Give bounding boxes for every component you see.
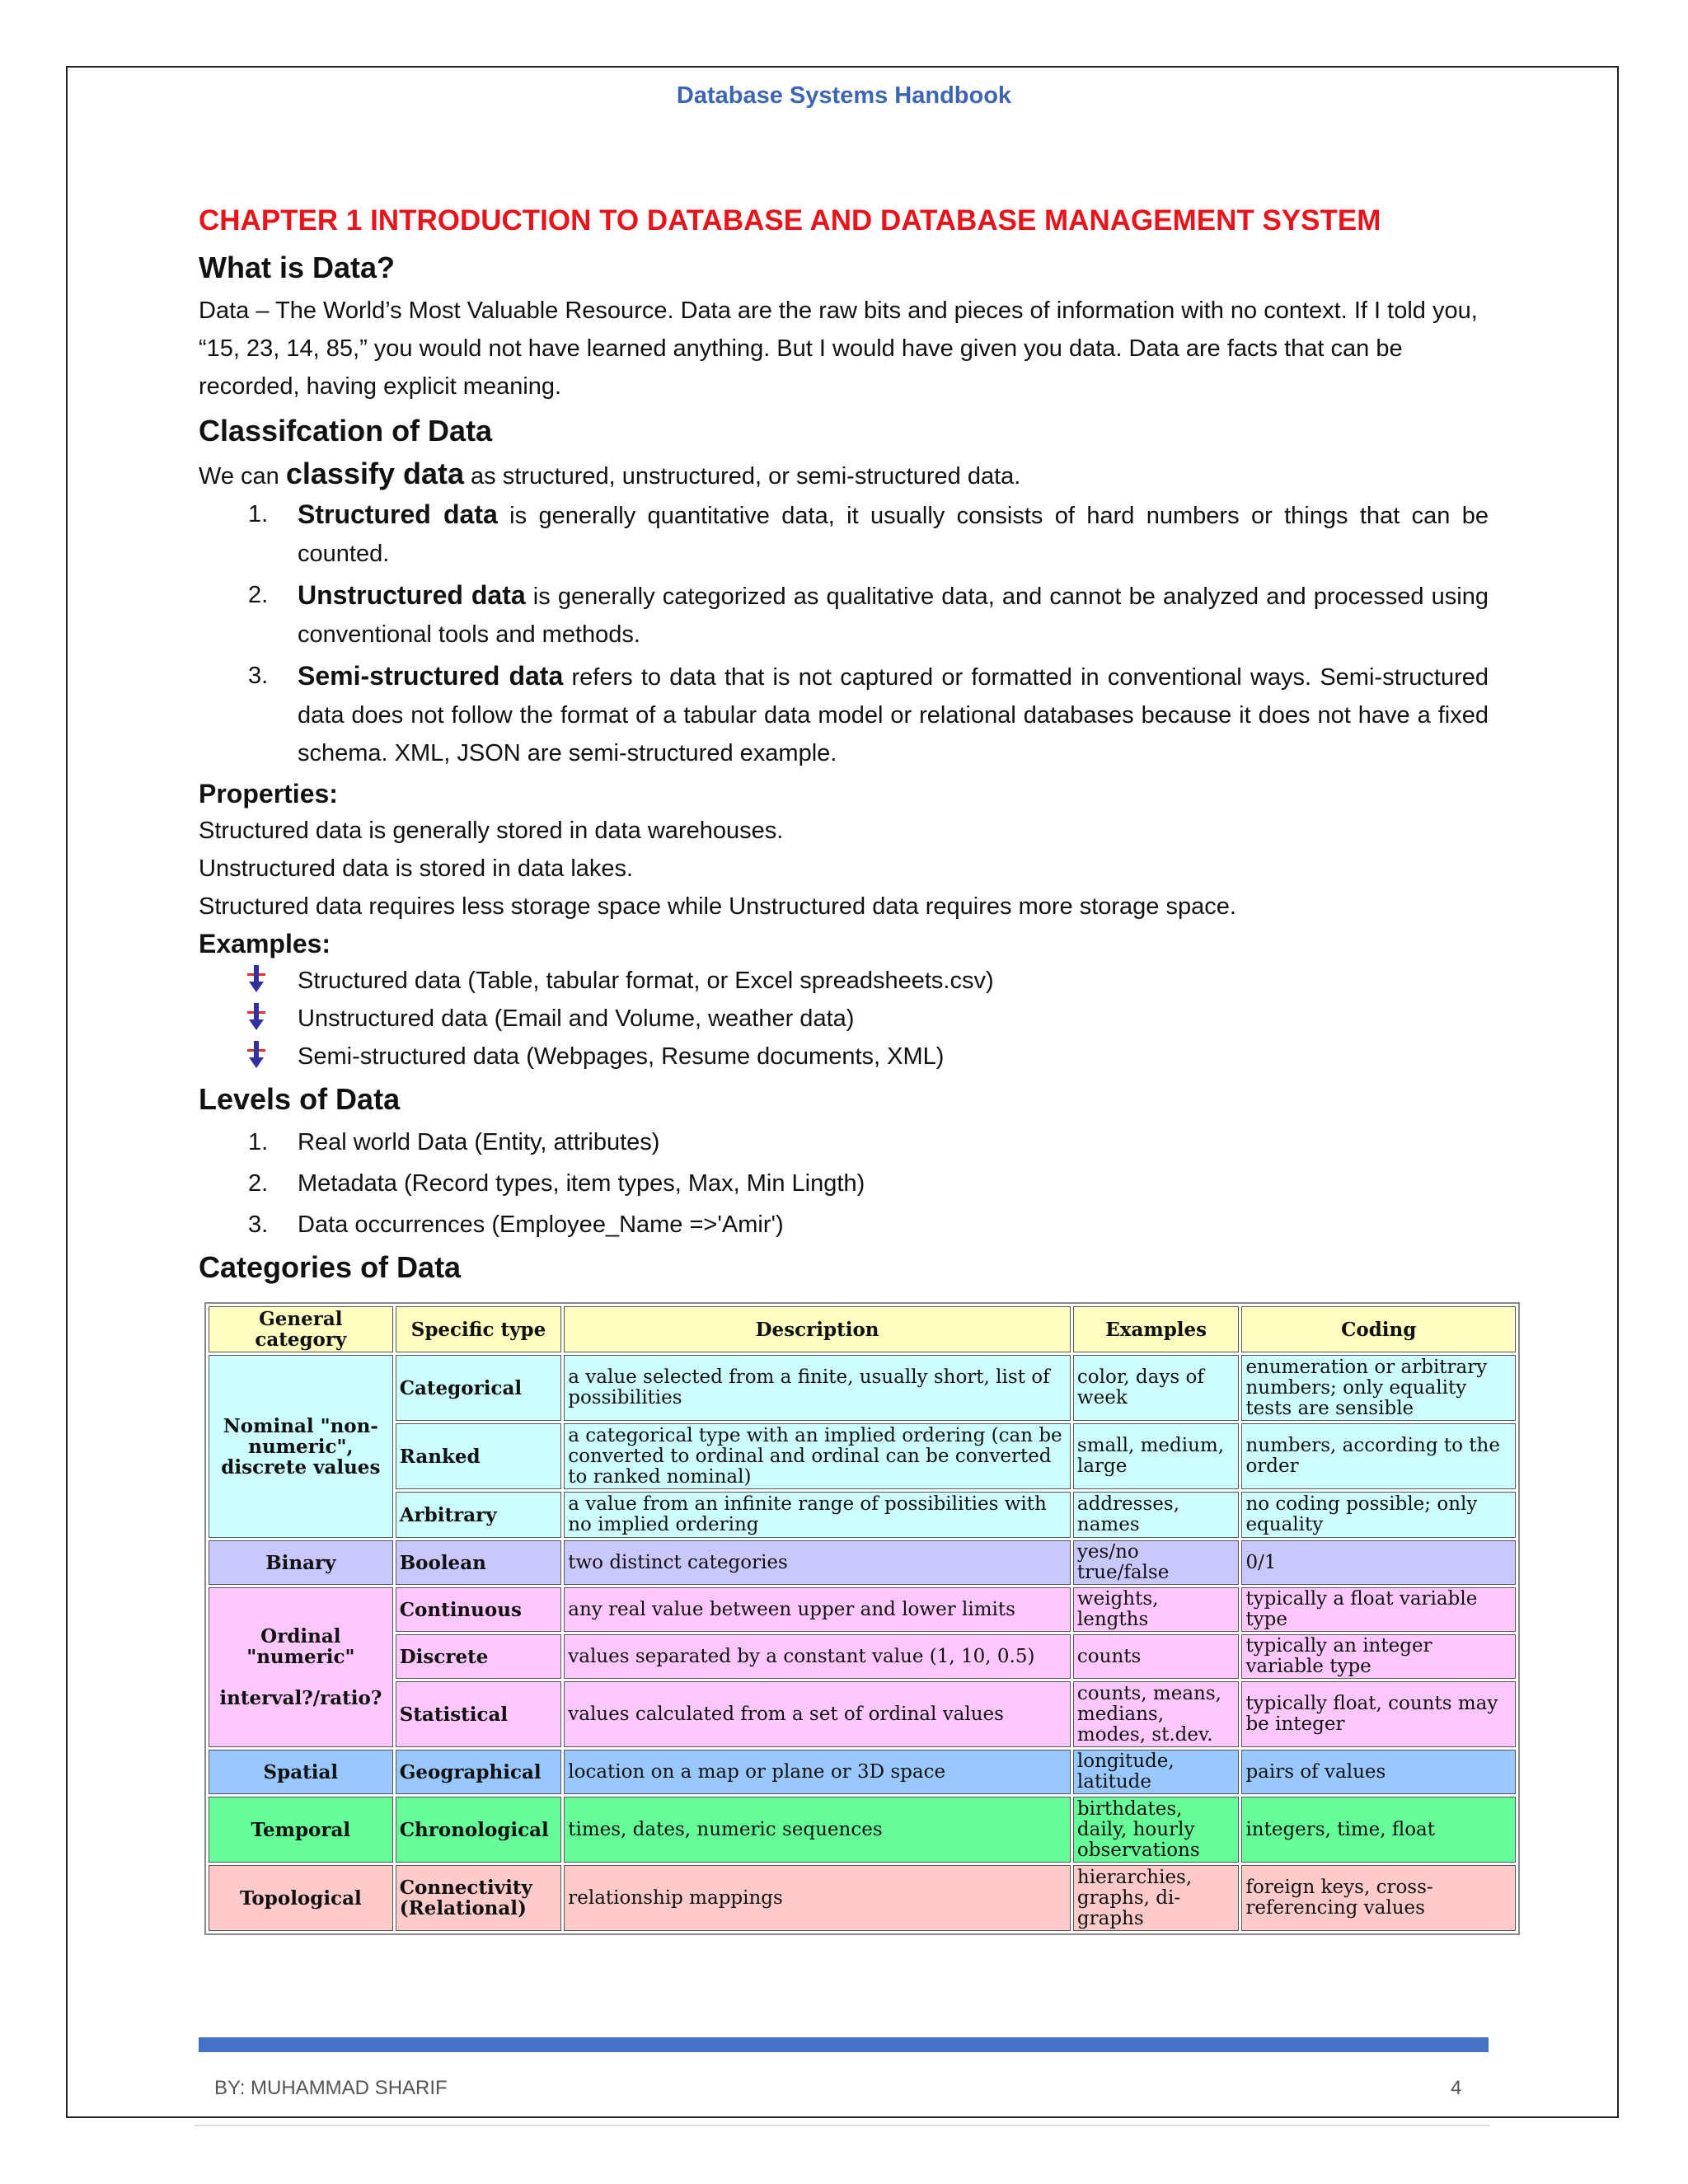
examples-cell: small, medium, large — [1073, 1423, 1240, 1489]
levels-heading: Levels of Data — [199, 1082, 401, 1116]
table-row — [209, 1865, 1516, 1931]
general-category-cell: Binary — [209, 1540, 393, 1585]
levels-list — [199, 1123, 1489, 1244]
coding-cell: 0/1 — [1241, 1540, 1516, 1585]
list-item — [199, 962, 1489, 1000]
table-row — [209, 1681, 1516, 1747]
footer-author: BY: MUHAMMAD SHARIF — [214, 2077, 448, 2099]
list-number: 2. — [248, 582, 269, 608]
categories-heading: Categories of Data — [199, 1250, 462, 1284]
description-cell: a value selected from a finite, usually short, list of possibilities — [564, 1355, 1071, 1421]
down-arrow-bullet-icon — [246, 1041, 266, 1069]
examples-cell: addresses, names — [1073, 1492, 1240, 1538]
table-row — [209, 1540, 1516, 1585]
general-category-cell: Spatial — [209, 1750, 393, 1794]
what-is-data-heading: What is Data? — [199, 251, 396, 284]
list-number: 2. — [248, 1170, 269, 1197]
example-text: Structured data (Table, tabular format, or Excel spreadsheets.csv) — [298, 968, 994, 994]
description-cell: values calculated from a set of ordinal values — [564, 1681, 1071, 1747]
list-item — [199, 1123, 1489, 1161]
table-row — [209, 1492, 1516, 1538]
list-text: is generally categorized as qualitative data, and cannot be analyzed and processed using conventional tools and methods. — [298, 583, 1489, 648]
list-item — [199, 576, 1489, 654]
properties-line: Structured data requires less storage space while Unstructured data requires more storage space. — [199, 893, 1236, 920]
specific-type-cell: Chronological — [396, 1797, 562, 1863]
list-term: Structured data — [298, 499, 498, 529]
classification-list — [199, 495, 1489, 772]
description-cell: times, dates, numeric sequences — [564, 1797, 1071, 1863]
examples-cell: counts, means, medians, modes, st.dev. — [1073, 1681, 1240, 1747]
list-item — [199, 1000, 1489, 1038]
examples-list — [199, 962, 1489, 1076]
specific-type-cell: Continuous — [396, 1587, 562, 1632]
column-header: Coding — [1241, 1306, 1516, 1352]
table-row — [209, 1355, 1516, 1421]
examples-cell: hierarchies, graphs, di-graphs — [1073, 1865, 1240, 1931]
what-is-data-text: Data – The World’s Most Valuable Resource. Data are the raw bits and pieces of information with no context. If I told you, “15, 23, 14, 85,” you would not have learned anything. But I would have given you data. Data are facts that can be recorded, having explicit meaning. — [199, 298, 1478, 400]
table-row — [209, 1423, 1516, 1489]
list-text: refers to data that is not captured or formatted in conventional ways. Semi-structured data does not follow the format of a tabular data model or relational databases because it does not have a fixed schema. XML, JSON are semi-structured example. — [298, 664, 1489, 766]
specific-type-cell: Boolean — [396, 1540, 562, 1585]
coding-cell: typically a float variable type — [1241, 1587, 1516, 1632]
ordinal-label: Ordinal "numeric" — [246, 1625, 355, 1668]
down-arrow-bullet-icon — [246, 965, 266, 993]
examples-cell: counts — [1073, 1634, 1240, 1679]
column-header: Specific type — [396, 1306, 562, 1352]
properties-heading: Properties: — [199, 779, 338, 808]
description-cell: two distinct categories — [564, 1540, 1071, 1585]
specific-type-cell: Ranked — [396, 1423, 562, 1489]
properties-line: Structured data is generally stored in data warehouses. — [199, 818, 784, 844]
classification-intro-after: as structured, unstructured, or semi-structured data. — [463, 463, 1021, 490]
coding-cell: foreign keys, cross-referencing values — [1241, 1865, 1516, 1931]
description-cell: any real value between upper and lower limits — [564, 1587, 1071, 1632]
specific-type-cell: Connectivity (Relational) — [396, 1865, 562, 1931]
ordinal-sublabel: interval?/ratio? — [219, 1687, 382, 1709]
example-text: Semi-structured data (Webpages, Resume documents, XML) — [298, 1043, 945, 1070]
column-header: General category — [209, 1306, 393, 1352]
example-text: Unstructured data (Email and Volume, weather data) — [298, 1005, 855, 1032]
list-item — [199, 657, 1489, 772]
page-number: 4 — [1451, 2077, 1462, 2099]
coding-cell: numbers, according to the order — [1241, 1423, 1516, 1489]
list-term: Unstructured data — [298, 580, 526, 610]
list-number: 1. — [248, 501, 269, 527]
coding-cell: no coding possible; only equality — [1241, 1492, 1516, 1538]
table-row — [209, 1797, 1516, 1863]
examples-heading: Examples: — [199, 929, 331, 958]
general-category-cell: Nominal "non-numeric", discrete values — [209, 1355, 393, 1538]
examples-cell: weights, lengths — [1073, 1587, 1240, 1632]
general-category-cell: Topological — [209, 1865, 393, 1931]
table-row — [209, 1634, 1516, 1679]
description-cell: a categorical type with an implied ordering (can be converted to ordinal and ordinal can be converted to ranked nominal) — [564, 1423, 1071, 1489]
general-category-cell: Temporal — [209, 1797, 393, 1863]
classification-intro — [199, 455, 1489, 495]
list-number: 1. — [248, 1129, 269, 1155]
specific-type-cell: Geographical — [396, 1750, 562, 1794]
description-cell: values separated by a constant value (1, 10, 0.5) — [564, 1634, 1071, 1679]
footer-bar — [199, 2037, 1489, 2052]
list-item — [199, 1038, 1489, 1076]
specific-type-cell: Statistical — [396, 1681, 562, 1747]
examples-cell: color, days of week — [1073, 1355, 1240, 1421]
table-header-row — [209, 1306, 1516, 1352]
description-cell: location on a map or plane or 3D space — [564, 1750, 1071, 1794]
specific-type-cell: Categorical — [396, 1355, 562, 1421]
list-term: Semi-structured data — [298, 661, 564, 691]
description-cell: a value from an infinite range of possibilities with no implied ordering — [564, 1492, 1071, 1538]
table-row — [209, 1750, 1516, 1794]
examples-cell: yes/no true/false — [1073, 1540, 1240, 1585]
chapter-title: CHAPTER 1 INTRODUCTION TO DATABASE AND DATABASE MANAGEMENT SYSTEM — [199, 204, 1381, 237]
list-text: is generally quantitative data, it usually consists of hard numbers or things that can be counted. — [298, 503, 1489, 567]
classification-intro-before: We can — [199, 463, 286, 490]
properties-line: Unstructured data is stored in data lakes. — [199, 855, 634, 882]
down-arrow-bullet-icon — [246, 1003, 266, 1031]
classification-intro-bold: classify data — [285, 457, 464, 490]
column-header: Description — [564, 1306, 1071, 1352]
list-text: Metadata (Record types, item types, Max, Min Lingth) — [298, 1170, 865, 1197]
page-content — [199, 198, 1489, 1291]
examples-cell: birthdates, daily, hourly observations — [1073, 1797, 1240, 1863]
list-text: Data occurrences (Employee_Name =>'Amir') — [298, 1212, 784, 1238]
table-row — [209, 1587, 1516, 1632]
examples-cell: longitude, latitude — [1073, 1750, 1240, 1794]
coding-cell: integers, time, float — [1241, 1797, 1516, 1863]
list-item — [199, 1206, 1489, 1244]
general-category-cell — [209, 1587, 393, 1747]
list-number: 3. — [248, 663, 269, 689]
specific-type-cell: Arbitrary — [396, 1492, 562, 1538]
list-text: Real world Data (Entity, attributes) — [298, 1129, 660, 1155]
running-header: Database Systems Handbook — [676, 82, 1012, 109]
coding-cell: pairs of values — [1241, 1750, 1516, 1794]
coding-cell: typically an integer variable type — [1241, 1634, 1516, 1679]
coding-cell: enumeration or arbitrary numbers; only equality tests are sensible — [1241, 1355, 1516, 1421]
description-cell: relationship mappings — [564, 1865, 1071, 1931]
classification-heading: Classifcation of Data — [199, 414, 493, 448]
column-header: Examples — [1073, 1306, 1240, 1352]
footer-divider — [195, 2125, 1490, 2126]
specific-type-cell: Discrete — [396, 1634, 562, 1679]
list-item — [199, 1165, 1489, 1202]
categories-table — [204, 1302, 1520, 1935]
list-number: 3. — [248, 1212, 269, 1238]
list-item — [199, 495, 1489, 573]
coding-cell: typically float, counts may be integer — [1241, 1681, 1516, 1747]
